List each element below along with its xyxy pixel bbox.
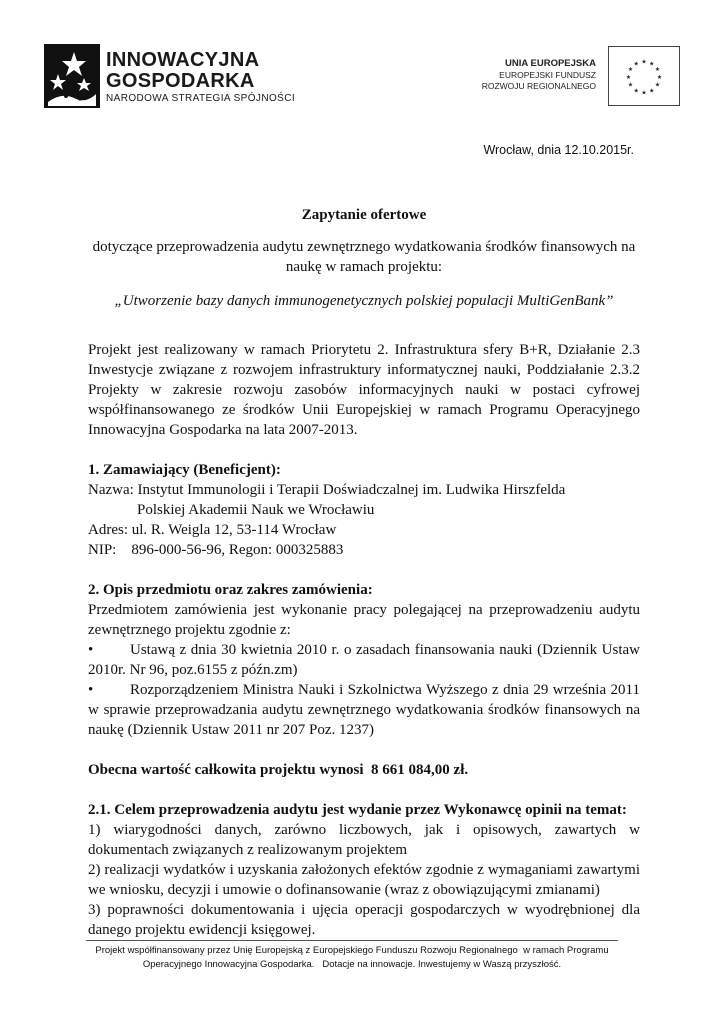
section-2-heading: 2. Opis przedmiotu oraz zakres zamówienia: — [88, 582, 373, 598]
section-2-1 — [88, 800, 640, 940]
footer-line1: Projekt współfinansowany przez Unię Europejską z Europejskiego Funduszu Rozwoju Regionalnego w ramach Programu — [95, 945, 609, 956]
bullet-mark: • — [88, 682, 94, 698]
list-item: 1) wiarygodności danych, zarówno liczbowych, jak i opisowych, zawartych w dokumentach związanych z realizowanym projektem — [88, 822, 640, 858]
title-block — [88, 205, 640, 311]
section-2-1-heading: 2.1. Celem przeprowadzenia audytu jest wydanie przez Wykonawcę opinii na temat: — [88, 802, 627, 818]
eu-wordmark — [482, 57, 596, 92]
section-2-intro: Przedmiotem zamówienia jest wykonanie pracy polegającej na przeprowadzeniu audytu zewnętrznego projektu zgodnie z: — [88, 602, 640, 638]
ig-logo-line2: GOSPODARKA — [106, 70, 255, 92]
intro-paragraph: Projekt jest realizowany w ramach Priorytetu 2. Infrastruktura sfery B+R, Działanie 2.3 Inwestycje związane z rozwojem infrastruktury informatycznej nauki, Poddziałanie 2.3.2 Projekty w zakresie rozwoju zasobów informacyjnych nauki w postaci cyfrowej współfinansowanego ze środków Unii Europejskiej w ramach Programu Operacyjnego Innowacyjna Gospodarka na lata 2007-2013. — [88, 342, 640, 438]
svg-text:★: ★ — [627, 82, 634, 89]
innovation-stars-emblem-icon — [44, 44, 100, 108]
contractor-name-line1: Nazwa: Instytut Immunologii i Terapii Doświadczalnej im. Ludwika Hirszfelda — [88, 482, 566, 498]
svg-text:★: ★ — [627, 67, 634, 74]
svg-text:★: ★ — [641, 90, 647, 97]
bullet-text: Ustawą z dnia 30 kwietnia 2010 r. o zasadach finansowania nauki (Dziennik Ustaw 2010r. Nr 96, poz.6155 z późn.zm) — [88, 642, 640, 678]
project-value-line: Obecna wartość całkowita projektu wynosi 8 661 084,00 zł. — [88, 762, 469, 778]
eu-logo-line1: UNIA EUROPEJSKA — [505, 58, 596, 69]
ig-logo-line3: NARODOWA STRATEGIA SPÓJNOŚCI — [106, 93, 296, 104]
document-title: Zapytanie ofertowe — [301, 207, 427, 223]
list-item — [88, 680, 640, 740]
eu-fund-logo — [481, 46, 680, 108]
document-subtitle: dotyczące przeprowadzenia audytu zewnętrznego wydatkowania środków finansowych na naukę w ramach projektu: — [92, 239, 636, 275]
innowacyjna-gospodarka-wordmark — [106, 50, 295, 106]
bullet-mark: • — [88, 642, 94, 658]
contractor-address: Adres: ul. R. Weigla 12, 53-114 Wrocław — [88, 522, 337, 538]
footer-line2: Operacyjnego Innowacyjna Gospodarka. Dotacje na innowacje. Inwestujemy w Waszą przyszłość. — [142, 959, 562, 970]
svg-text:★: ★ — [633, 61, 639, 68]
svg-text:★: ★ — [656, 74, 663, 81]
section-1-heading: 1. Zamawiający (Beneficjent): — [88, 462, 281, 478]
ig-logo-line1: INNOWACYJNA — [106, 49, 260, 71]
list-item — [88, 640, 640, 680]
svg-text:★: ★ — [654, 82, 661, 89]
eu-logo-line3: ROZWOJU REGIONALNEGO — [481, 81, 596, 91]
list-item: 2) realizacji wydatków i uzyskania założonych efektów zgodnie z wymaganiami zawartymi we wniosku, decyzji i umowie o dofinansowanie (wraz z obowiązującymi zmianami) — [88, 862, 640, 898]
svg-text:★: ★ — [641, 59, 647, 66]
document-body — [88, 340, 640, 940]
list-item: 3) poprawności dokumentowania i ujęcia operacji gospodarczych w wyodrębnionej dla danego projektu ewidencji księgowej. — [88, 902, 640, 938]
svg-text:★: ★ — [649, 88, 655, 95]
place-and-date: Wrocław, dnia 12.10.2015r. — [483, 143, 634, 157]
section-2 — [88, 580, 640, 780]
bullet-text: Rozporządzeniem Ministra Nauki i Szkolnictwa Wyższego z dnia 29 września 2011 w sprawie przeprowadzania audytu zewnętrznego wydatkowania środków finansowych na naukę (Dziennik Ustaw 2011 nr 207 Poz. 1237) — [88, 682, 640, 738]
svg-text:★: ★ — [633, 88, 639, 95]
page-footer — [86, 940, 618, 972]
section-1 — [88, 460, 640, 560]
svg-text:★: ★ — [654, 67, 661, 74]
contractor-nip-regon: NIP: 896-000-56-96, Regon: 000325883 — [88, 542, 344, 558]
contractor-name-line2: Polskiej Akademii Nauk we Wrocławiu — [137, 502, 375, 518]
svg-text:★: ★ — [649, 61, 655, 68]
page-header — [0, 0, 725, 120]
project-name: „Utworzenie bazy danych immunogenetycznych polskiej populacji MultiGenBank” — [114, 293, 614, 309]
eu-flag-icon — [608, 46, 680, 106]
innowacyjna-gospodarka-logo — [44, 44, 296, 110]
svg-text:★: ★ — [625, 74, 632, 81]
eu-logo-line2: EUROPEJSKI FUNDUSZ — [499, 70, 596, 80]
